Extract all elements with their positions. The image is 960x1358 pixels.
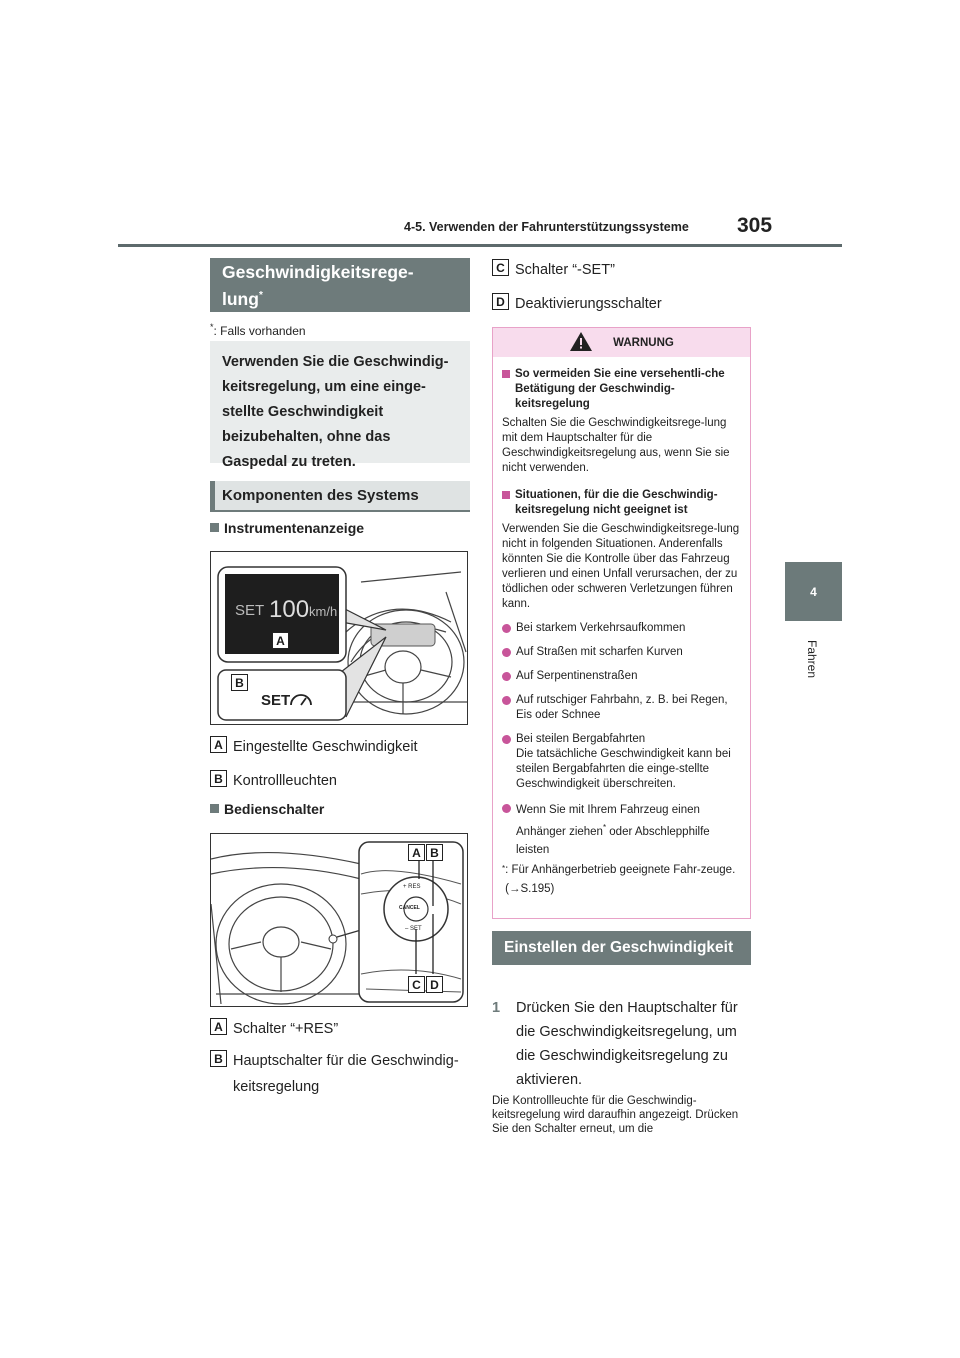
figure-instrument-drawing: [211, 552, 468, 725]
figure-instrument-display: [210, 551, 468, 725]
footnote-availability: *: Falls vorhanden: [210, 322, 306, 338]
warning-item: Auf Serpentinenstraßen: [502, 669, 741, 684]
legend-text-indicators: Kontrollleuchten: [233, 773, 337, 789]
legend-label-b: B: [210, 770, 227, 787]
switch-set-text: – SET: [405, 926, 422, 932]
warning-triangle-icon: [569, 331, 593, 355]
page-number: 305: [737, 214, 773, 237]
warning-item: Auf rutschiger Fahrbahn, z. B. bei Regen, Eis oder Schnee: [502, 693, 741, 723]
chapter-label: Fahren: [805, 639, 819, 679]
legend3-text-set: Schalter “-SET”: [515, 262, 615, 278]
figure-label-b: B: [231, 674, 248, 691]
figure-label-a: A: [272, 632, 289, 649]
section-title-components: Komponenten des Systems: [210, 481, 470, 512]
section-bar: [210, 481, 215, 512]
header-rule: [118, 244, 842, 247]
warning-item: Bei steilen Bergabfahrten Die tatsächliche Geschwindigkeit kann bei steilen Bergabfahrten die einge-stellte Geschwindigkeit überschreiten.: [502, 732, 741, 792]
warning-block2-text: Verwenden Sie die Geschwindigkeitsrege-lung nicht in folgenden Situationen. Anderenfalls könnten Sie die Kontrolle über das Fahrzeug verlieren und einen Unfall verursachen, der zu tödlichen oder schweren Verletzungen führen kann.: [502, 523, 740, 610]
chapter-tab: 4: [785, 562, 842, 621]
display-speed-unit: km/h: [309, 604, 338, 619]
figure-control-switches: [210, 833, 468, 1007]
warning-footnote: * : Für Anhängerbetrieb geeignete Fahr-zeuge. (→S.195): [502, 863, 736, 895]
legend3-text-cancel: Deaktivierungsschalter: [515, 296, 662, 312]
legend2-label-a: A: [210, 1018, 227, 1035]
legend2-text-main-switch: Hauptschalter für die Geschwindig- keitsregelung: [233, 1053, 459, 1095]
heading-switches: Bedienschalter: [210, 801, 324, 817]
legend2-text-res: Schalter “+RES”: [233, 1021, 339, 1037]
warning-block2-title: Situationen, für die die Geschwindig-keitsregelung nicht geeignet ist: [502, 488, 741, 518]
section-title-set-speed: Einstellen der Geschwindigkeit: [492, 931, 751, 965]
legend3-label-d: D: [492, 293, 509, 310]
intro-text: Verwenden Sie die Geschwindig-keitsregelung, um eine einge-stellte Geschwindigkeit beizubehalten, ohne das Gaspedal zu treten.: [210, 341, 470, 463]
warning-item: Bei starkem Verkehrsaufkommen: [502, 621, 741, 636]
warning-item: Wenn Sie mit Ihrem Fahrzeug einen Anhänger ziehen* oder Abschlepphilfe leisten: [502, 801, 741, 859]
figure2-label-a: A: [408, 844, 425, 861]
switch-res-text: + RES: [403, 884, 421, 890]
figure2-label-b: B: [426, 844, 443, 861]
warning-header: WARNUNG: [493, 328, 750, 357]
figure2-label-c: C: [408, 976, 425, 993]
warning-block1-text: Schalten Sie die Geschwindigkeitsrege-lung mit dem Hauptschalter für die Geschwindigkeitsregelung aus, wenn Sie sie nicht verwenden.: [502, 417, 730, 474]
display-speed-value: 100: [269, 596, 310, 623]
legend-text-set-speed: Eingestellte Geschwindigkeit: [233, 739, 418, 755]
indicator-set-text: SET: [261, 692, 291, 709]
legend3-label-c: C: [492, 259, 509, 276]
step-1: 1 Drücken Sie den Hauptschalter für die Geschwindigkeitsregelung, um die Geschwindigkeitsregelung zu aktivieren.: [492, 1000, 738, 1088]
switch-cancel-text: CANCEL: [399, 905, 420, 911]
heading-instrument: Instrumentenanzeige: [210, 520, 364, 536]
legend-label-a: A: [210, 736, 227, 753]
warning-box: [492, 327, 751, 919]
step-note: Die Kontrollleuchte für die Geschwindig-keitsregelung wird daraufhin angezeigt. Drücken Sie den Schalter erneut, um die: [492, 1095, 739, 1135]
running-header: 4-5. Verwenden der Fahrunterstützungssysteme: [404, 220, 689, 234]
display-set-text: SET: [235, 602, 265, 619]
warning-item: Auf Straßen mit scharfen Kurven: [502, 645, 741, 660]
figure2-label-d: D: [426, 976, 443, 993]
section-title-cruise-control: Geschwindigkeitsrege- lung*: [210, 258, 470, 312]
legend2-label-b: B: [210, 1050, 227, 1067]
warning-block1-title: So vermeiden Sie eine versehentli-che Betätigung der Geschwindig-keitsregelung: [502, 367, 741, 412]
